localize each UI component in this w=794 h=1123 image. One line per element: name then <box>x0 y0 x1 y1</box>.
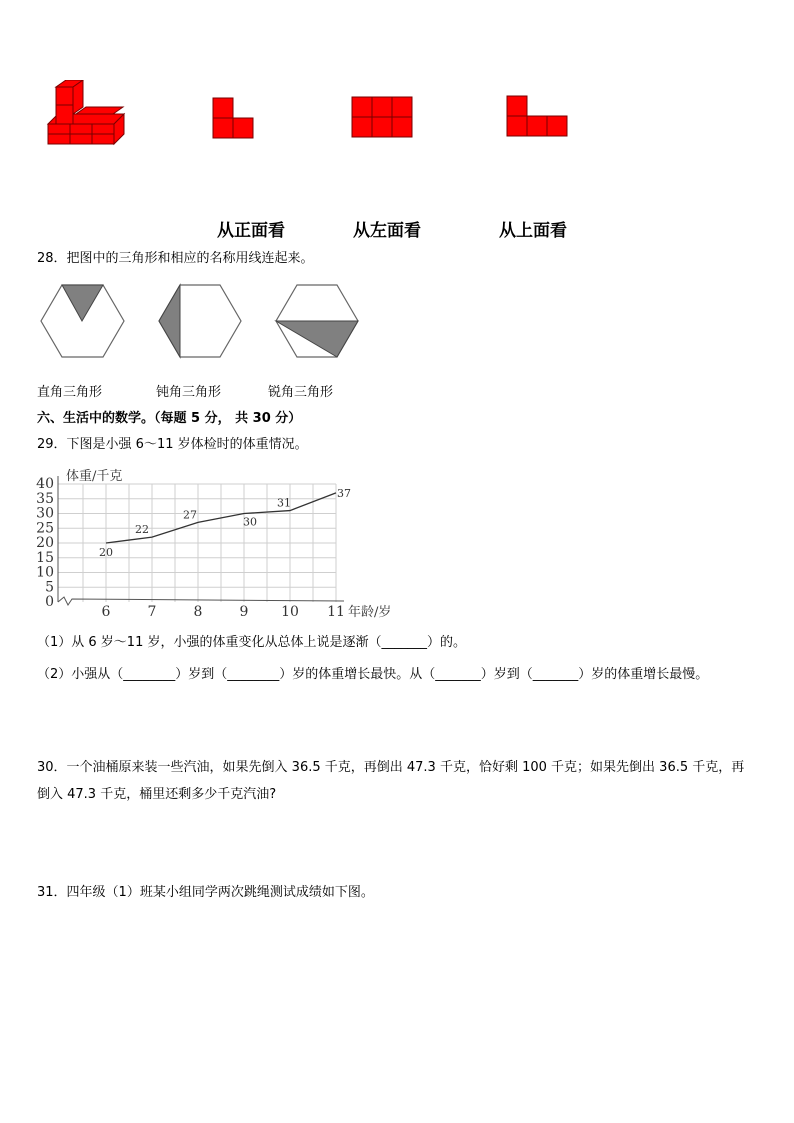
name-obtuse-triangle: 钝角三角形 <box>156 385 222 400</box>
weight-line-chart <box>30 462 410 624</box>
data-label: 37 <box>337 486 351 500</box>
top-view-shape <box>507 96 567 136</box>
left-view-label: 从左面看 <box>353 221 421 241</box>
hexagon-acute-triangle <box>276 285 358 357</box>
x-tick-label: 7 <box>147 604 157 620</box>
y-tick-label: 10 <box>36 564 54 581</box>
data-label: 27 <box>183 508 197 522</box>
cube-top-face-row <box>76 107 123 114</box>
x-axis-label: 年龄/岁 <box>348 605 392 620</box>
q31-question: 31．四年级（1）班某小组同学两次跳绳测试成绩如下图。 <box>37 885 374 900</box>
q30-line2: 倒入 47.3 千克，桶里还剩多少千克汽油? <box>37 787 277 802</box>
data-label: 31 <box>277 496 291 510</box>
cube-figures <box>0 80 600 160</box>
q28-question: 28．把图中的三角形和相应的名称用线连起来。 <box>37 251 314 266</box>
y-tick-label: 15 <box>36 549 54 566</box>
y-tick-label: 30 <box>36 505 54 522</box>
name-acute-triangle: 锐角三角形 <box>268 385 334 400</box>
y-tick-label: 40 <box>36 476 54 492</box>
hexagon-right-triangle <box>41 285 124 357</box>
y-tick-label: 20 <box>36 535 54 551</box>
x-tick-label: 6 <box>101 604 111 620</box>
cube-front-upper <box>56 87 73 105</box>
x-tick-label: 9 <box>239 604 249 620</box>
section6-heading: 六、生活中的数学。（每题 5 分， 共 30 分） <box>37 411 302 426</box>
y-tick-label: 0 <box>45 594 54 610</box>
y-tick-label: 35 <box>36 490 54 507</box>
hexagon-obtuse-triangle <box>159 285 241 357</box>
data-label: 30 <box>243 515 257 529</box>
q29-sub1: （1）从 6 岁～11 岁，小强的体重变化从总体上说是逐渐（_______）的。 <box>37 635 466 650</box>
y-tick-label: 25 <box>36 520 54 537</box>
q29-sub2: （2）小强从（________）岁到（________）岁的体重增长最快。从（_______）岁到（_______）岁的体重增长最慢。 <box>37 667 709 682</box>
cube-front-middle <box>56 105 73 124</box>
x-tick-label: 8 <box>193 604 203 620</box>
y-tick-label: 5 <box>45 579 54 596</box>
q30-line1: 30．一个油桶原来装一些汽油，如果先倒入 36.5 千克，再倒出 47.3 千克，恰好剩 100 千克；如果先倒出 36.5 千克，再 <box>37 760 745 775</box>
front-view-label: 从正面看 <box>217 221 285 241</box>
data-label: 22 <box>135 523 149 537</box>
name-right-triangle: 直角三角形 <box>37 385 103 400</box>
x-tick-label: 10 <box>281 604 299 620</box>
data-label: 20 <box>99 546 113 559</box>
hexagon-figures <box>0 280 380 365</box>
q29-question: 29．下图是小强 6～11 岁体检时的体重情况。 <box>37 437 308 452</box>
left-view-shape <box>352 97 412 137</box>
top-view-label: 从上面看 <box>499 221 567 241</box>
x-tick-label: 11 <box>327 604 345 620</box>
y-axis-label: 体重/千克 <box>66 469 123 484</box>
front-view-shape <box>213 98 253 138</box>
